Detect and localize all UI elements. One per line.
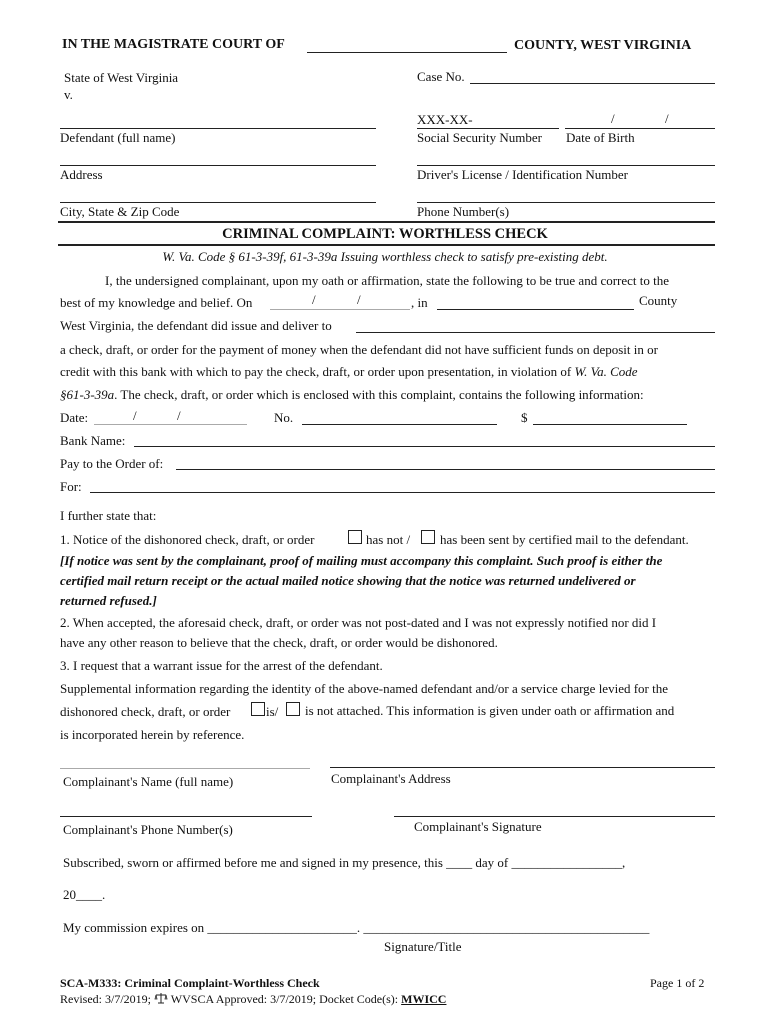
check-date-label: Date:: [60, 410, 89, 425]
defendant-name-field[interactable]: [60, 114, 376, 129]
case-no-label: Case No.: [417, 69, 465, 84]
title-rule-bottom: [58, 244, 715, 246]
for-field[interactable]: [90, 478, 715, 493]
case-no-field[interactable]: [470, 69, 715, 84]
notice-instruction-2: certified mail return receipt or the actual mailed notice showing that the notice was returned undelivered or: [60, 573, 636, 588]
notice-instruction-1: [If notice was sent by the complainant, proof of mailing must accompany this complaint. Such proof is either the: [60, 553, 663, 568]
phone-label: Phone Number(s): [417, 204, 510, 219]
oath-line-4: a check, draft, or order for the payment of money when the defendant did not have sufficient funds on deposit in or: [60, 342, 658, 357]
phone-field[interactable]: [417, 188, 715, 203]
offense-county-field[interactable]: [437, 295, 634, 310]
ssn-prefix: XXX-XX-: [417, 112, 473, 127]
check-amount-field[interactable]: [533, 410, 687, 425]
is-label: is/: [266, 704, 279, 719]
complainant-address-field[interactable]: [330, 753, 715, 768]
item-2-line-1: 2. When accepted, the aforesaid check, draft, or order was not post-dated and I was not expressly notified nor did I: [60, 615, 657, 630]
offense-date-slash-1: /: [312, 292, 316, 307]
defendant-address-field[interactable]: [60, 151, 376, 166]
scales-of-justice-icon: [154, 992, 168, 1004]
check-date-field[interactable]: [94, 410, 247, 425]
complainant-phone-field[interactable]: [60, 802, 312, 817]
court-heading: IN THE MAGISTRATE COURT OF: [62, 37, 285, 52]
county-name-field[interactable]: [307, 38, 507, 53]
in-label: , in: [411, 295, 428, 310]
oath-line-2: best of my knowledge and belief. On: [60, 295, 253, 310]
oath-line-1: I, the undersigned complainant, upon my oath or affirmation, state the following to be true and correct to the: [105, 273, 670, 288]
supplemental-not-attached-checkbox[interactable]: [286, 702, 300, 716]
complainant-phone-label: Complainant's Phone Number(s): [63, 822, 233, 837]
item-1-text: 1. Notice of the dishonored check, draft, or order: [60, 532, 315, 547]
dob-slash-2: /: [665, 111, 669, 126]
has-not-label: has not /: [366, 532, 411, 547]
complainant-signature-label: Complainant's Signature: [414, 819, 542, 834]
form-id: SCA-M333: Criminal Complaint-Worthless Check: [60, 976, 320, 990]
item-3-text: 3. I request that a warrant issue for the arrest of the defendant.: [60, 658, 383, 673]
revision-line: Revised: 3/7/2019; WVSCA Approved: 3/7/2019; Docket Code(s): MWICC: [60, 992, 447, 1006]
pay-to-field[interactable]: [176, 455, 715, 470]
dob-slash-1: /: [611, 111, 615, 126]
oath-line-6: §61-3-39a. The check, draft, or order which is enclosed with this complaint, contains the following information:: [60, 387, 644, 402]
complainant-address-label: Complainant's Address: [331, 771, 451, 786]
bank-name-label: Bank Name:: [60, 433, 126, 448]
docket-code: MWICC: [401, 992, 447, 1006]
address-label: Address: [60, 167, 103, 182]
city-label: City, State & Zip Code: [60, 204, 180, 219]
notice-sent-checkbox[interactable]: [421, 530, 435, 544]
defendant-label: Defendant (full name): [60, 130, 176, 145]
supplemental-line-3: is incorporated herein by reference.: [60, 727, 245, 742]
dob-label: Date of Birth: [566, 130, 635, 145]
check-no-label: No.: [274, 410, 294, 425]
payee-field[interactable]: [356, 318, 715, 333]
date-of-birth-field[interactable]: [565, 114, 715, 129]
statute-subtitle: W. Va. Code § 61-3-39f, 61-3-39a Issuing worthless check to satisfy pre-existing debt.: [162, 249, 608, 264]
license-field[interactable]: [417, 151, 715, 166]
license-label: Driver's License / Identification Number: [417, 167, 628, 182]
further-state-label: I further state that:: [60, 508, 157, 523]
city-state-zip-field[interactable]: [60, 188, 376, 203]
supplemental-line-1: Supplemental information regarding the identity of the above-named defendant and/or a service charge levied for the: [60, 681, 669, 696]
page-number: Page 1 of 2: [650, 976, 705, 990]
complainant-name-label: Complainant's Name (full name): [63, 774, 234, 789]
sworn-year: 20____.: [63, 887, 106, 902]
title-rule-top: [58, 221, 715, 223]
sworn-statement: Subscribed, sworn or affirmed before me and signed in my presence, this ____ day of _________________,: [63, 855, 626, 870]
bank-name-field[interactable]: [134, 432, 715, 447]
ssn-label: Social Security Number: [417, 130, 542, 145]
check-number-field[interactable]: [302, 410, 497, 425]
notice-instruction-3: returned refused.]: [60, 593, 157, 608]
versus-label: v.: [64, 87, 73, 102]
dollar-sign: $: [521, 410, 528, 425]
county-label: County: [639, 293, 678, 308]
signature-title-label: Signature/Title: [384, 939, 462, 954]
ssn-field[interactable]: [417, 114, 559, 129]
offense-date-field[interactable]: [270, 295, 410, 310]
notice-not-sent-checkbox[interactable]: [348, 530, 362, 544]
complainant-signature-field[interactable]: [394, 802, 715, 817]
complainant-name-field[interactable]: [60, 754, 310, 769]
form-title: CRIMINAL COMPLAINT: WORTHLESS CHECK: [222, 226, 548, 242]
has-been-sent-label: has been sent by certified mail to the defendant.: [440, 532, 689, 547]
supplemental-line-2-rest: is not attached. This information is given under oath or affirmation and: [305, 703, 675, 718]
oath-line-5: credit with this bank with which to pay the check, draft, or order upon presentation, in violation of W. Va. Code: [60, 364, 638, 379]
oath-line-3: West Virginia, the defendant did issue and deliver to: [60, 318, 332, 333]
check-date-slash-1: /: [133, 408, 137, 423]
for-label: For:: [60, 479, 82, 494]
item-2-line-2: have any other reason to believe that the check, draft, or order would be dishonored.: [60, 635, 498, 650]
commission-line: My commission expires on _______________________. ____________________________________________: [63, 920, 650, 935]
offense-date-slash-2: /: [357, 292, 361, 307]
state-label: State of West Virginia: [64, 70, 179, 85]
check-date-slash-2: /: [177, 408, 181, 423]
supplemental-attached-checkbox[interactable]: [251, 702, 265, 716]
supplemental-line-2: dishonored check, draft, or order: [60, 704, 231, 719]
county-state-heading: COUNTY, WEST VIRGINIA: [514, 38, 692, 53]
pay-to-label: Pay to the Order of:: [60, 456, 164, 471]
